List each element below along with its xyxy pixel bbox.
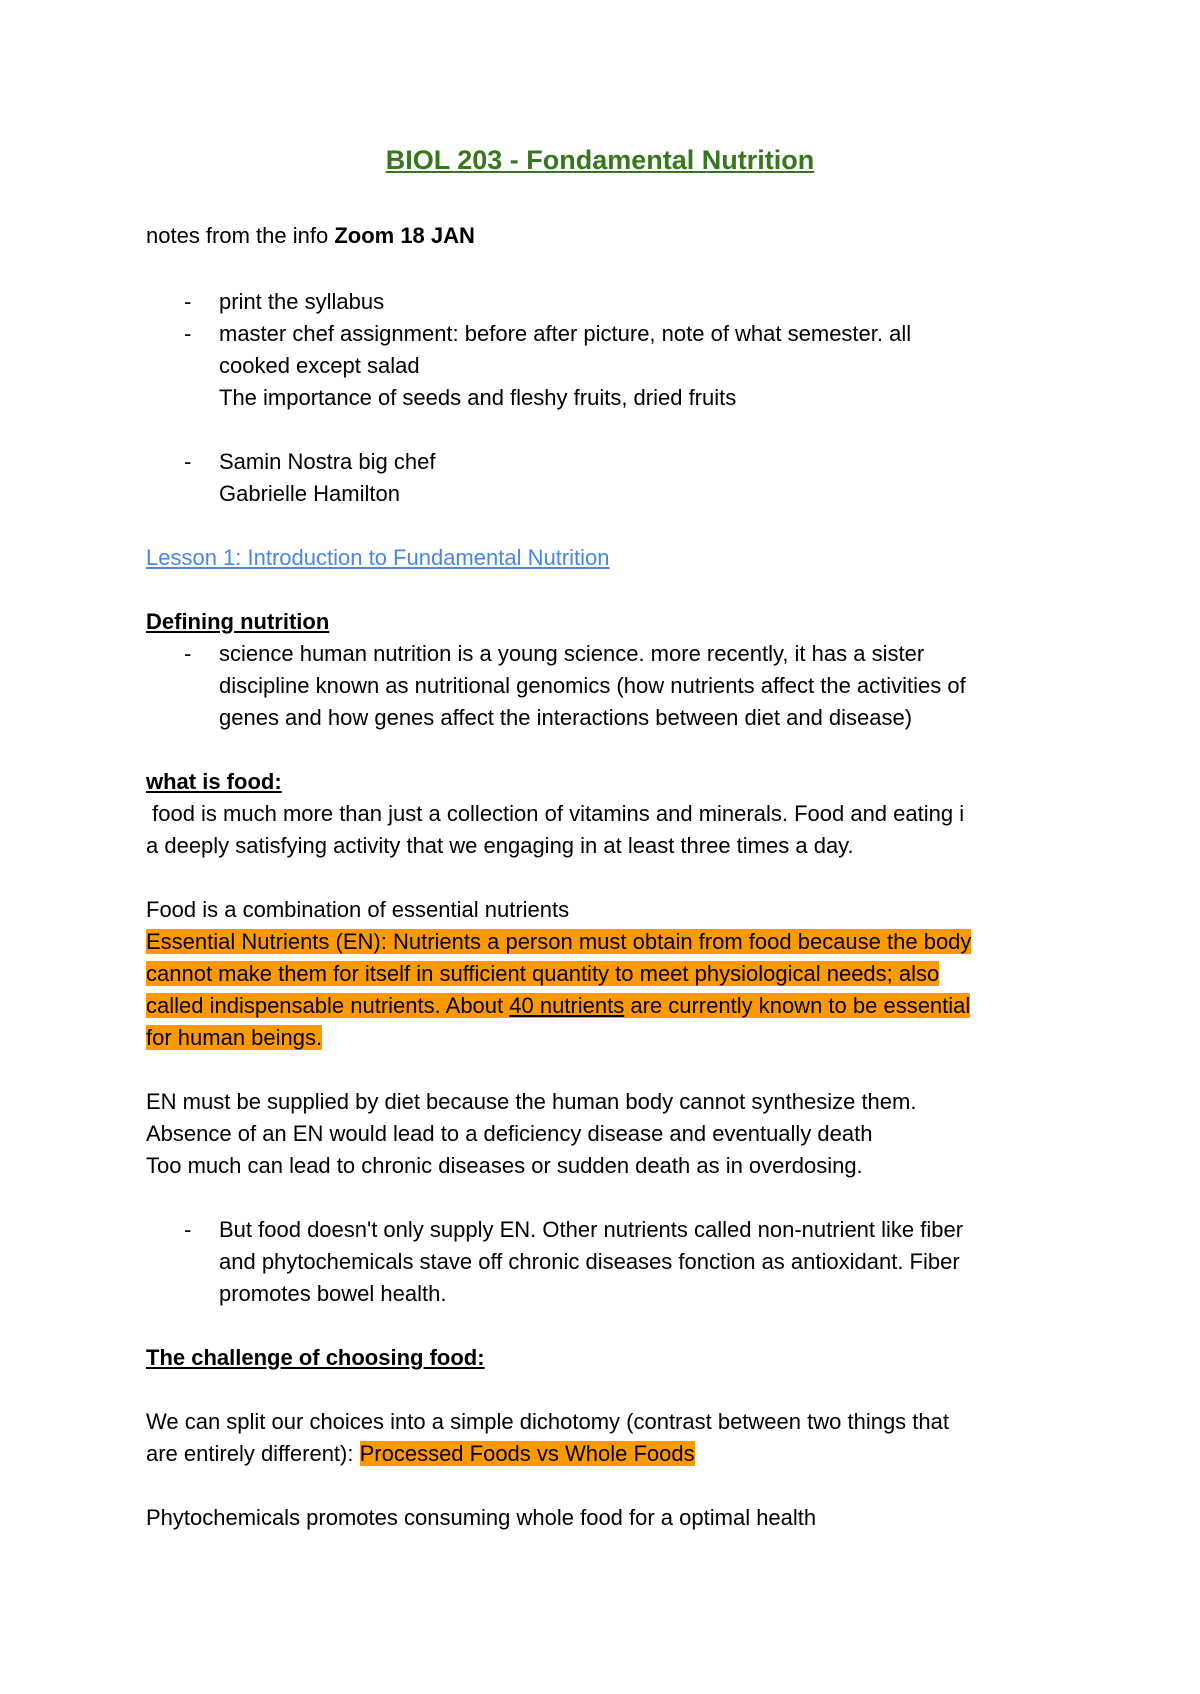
paragraph-line: Phytochemicals promotes consuming whole food for a optimal health — [146, 1505, 817, 1530]
paragraph-line: genes and how genes affect the interactions between diet and disease) — [219, 705, 913, 730]
highlighted-line — [146, 958, 939, 990]
paragraph-line — [146, 1438, 695, 1470]
section-heading-what-is-food: what is food: — [146, 769, 282, 794]
list-item-continuation: The importance of seeds and fleshy fruits, dried fruits — [219, 385, 737, 410]
intro-line — [146, 220, 475, 252]
paragraph-line: and phytochemicals stave off chronic diseases fonction as antioxidant. Fiber — [219, 1249, 960, 1274]
list-item: Samin Nostra big chef — [219, 449, 436, 474]
paragraph-line: science human nutrition is a young science. more recently, it has a sister — [219, 641, 925, 666]
list-bullet: - — [184, 449, 192, 474]
highlighted-text-part: are currently known to be essential — [624, 993, 971, 1018]
intro-emphasis: Zoom 18 JAN — [334, 223, 475, 248]
paragraph-line: promotes bowel health. — [219, 1281, 447, 1306]
intro-prefix: notes from the info — [146, 223, 335, 248]
paragraph-line: a deeply satisfying activity that we engaging in at least three times a day. — [146, 833, 854, 858]
list-bullet: - — [184, 641, 192, 666]
paragraph-line: Too much can lead to chronic diseases or sudden death as in overdosing. — [146, 1153, 863, 1178]
list-item: print the syllabus — [219, 289, 385, 314]
paragraph-line: EN must be supplied by diet because the human body cannot synthesize them. — [146, 1089, 917, 1114]
section-heading-defining-nutrition: Defining nutrition — [146, 609, 330, 634]
paragraph-line: Absence of an EN would lead to a deficiency disease and eventually death — [146, 1121, 873, 1146]
highlighted-text-part: called indispensable nutrients. About — [146, 993, 510, 1018]
highlighted-text — [146, 993, 970, 1018]
paragraph-text: are entirely different): — [146, 1441, 360, 1466]
list-bullet: - — [184, 289, 192, 314]
document-title: BIOL 203 - Fondamental Nutrition — [385, 145, 815, 175]
highlighted-line — [146, 1022, 322, 1054]
paragraph-line: discipline known as nutritional genomics (how nutrients affect the activities of — [219, 673, 966, 698]
highlighted-line — [146, 926, 971, 958]
highlighted-line — [146, 990, 970, 1022]
highlighted-text: Processed Foods vs Whole Foods — [359, 1441, 695, 1466]
highlighted-text: cannot make them for itself in sufficient quantity to meet physiological needs; also — [146, 961, 940, 986]
list-bullet: - — [184, 1217, 192, 1242]
highlighted-text: Essential Nutrients (EN): Nutrients a person must obtain from food because the body — [146, 929, 972, 954]
list-item-continuation: Gabrielle Hamilton — [219, 481, 400, 506]
highlighted-text: for human beings. — [146, 1025, 323, 1050]
paragraph-line: We can split our choices into a simple dichotomy (contrast between two things that — [146, 1409, 949, 1434]
lesson-link[interactable]: Lesson 1: Introduction to Fundamental Nutrition — [146, 545, 610, 570]
underlined-term: 40 nutrients — [509, 993, 625, 1018]
list-item-continuation: cooked except salad — [219, 353, 420, 378]
paragraph-line: food is much more than just a collection of vitamins and minerals. Food and eating i — [146, 801, 965, 826]
list-bullet: - — [184, 321, 192, 346]
paragraph-line: But food doesn't only supply EN. Other nutrients called non-nutrient like fiber — [219, 1217, 964, 1242]
paragraph-line: Food is a combination of essential nutrients — [146, 897, 570, 922]
list-item: master chef assignment: before after picture, note of what semester. all — [219, 321, 912, 346]
section-heading-challenge: The challenge of choosing food: — [146, 1345, 485, 1370]
